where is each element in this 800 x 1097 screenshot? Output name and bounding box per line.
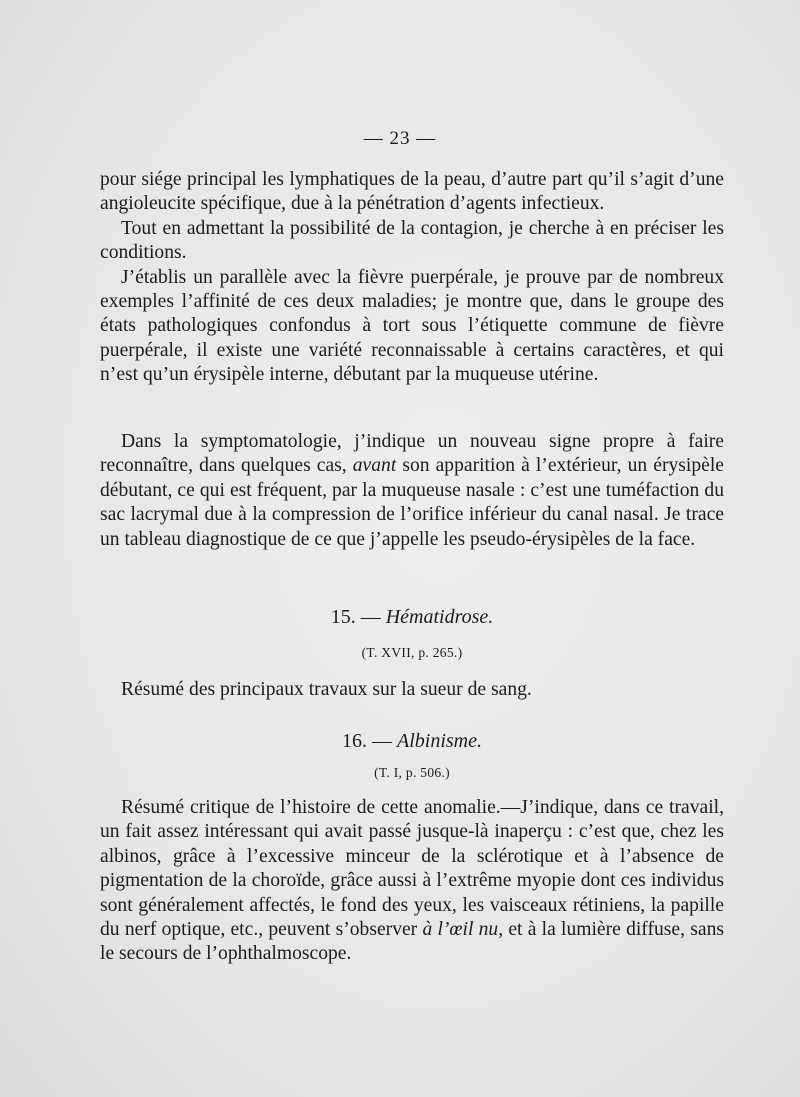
paragraph-symptomatology [100, 430, 724, 552]
intro-text [100, 168, 724, 388]
section-reference: (T. I, p. 506.) [374, 765, 450, 780]
paragraph-continuation: pour siége principal les lymphatiques de la peau, d’autre part qu’il s’agit d’une angioleucite spécifique, due à la pénétration d’agents infectieux. [100, 169, 724, 215]
symptomatology-text [100, 430, 724, 552]
section-title: Albinisme. [397, 730, 482, 752]
page-number: — 23 — [363, 128, 437, 149]
section-summary-hematidrose: Résumé des principaux travaux sur la sueur de sang. [121, 679, 532, 700]
albinisme-text-emphasis: à l’œil nu [422, 919, 499, 941]
symptom-text-emphasis: avant [352, 455, 397, 477]
section-title: Hématidrose. [385, 606, 494, 628]
section-heading-hematidrose [100, 606, 724, 629]
section-reference: (T. XVII, p. 265.) [361, 645, 463, 660]
paragraph-puerperal-fever: J’établis un parallèle avec la fièvre puerpérale, je prouve par de nombreux exemples l’affinité de ces deux maladies; je montre que, dans le groupe des états pathologiques confondus à tort sous l’étiquette commune de fièvre puerpérale, il existe une variété reconnaissable à certains caractères, et qui n’est qu’un érysipèle interne, débutant par la muqueuse utérine. [100, 266, 724, 386]
paragraph-albinisme [100, 796, 724, 967]
section-number: 16. — [342, 730, 397, 752]
albinisme-text-after: , et à la lumière diffuse, sans le secours de l’ophthalmoscope. [100, 919, 724, 965]
albinisme-text-before: Résumé critique de l’histoire de cette anomalie.—J’indique, dans ce travail, un fait assez intéressant qui avait passé jusque-là inaperçu : c’est que, chez les albinos, grâce à l’excessive minceur de la sclérotique et à l’absence de pigmentation de la choroïde, grâce aussi à l’extrême myopie dont ces individus sont généralement affectés, le fond des yeux, les vaisceaux rétiniens, la papille du nerf optique, etc., peuvent s’observer [100, 797, 724, 941]
section-heading-albinisme [100, 730, 724, 753]
symptom-text-before: Dans la symptomatologie, j’indique un nouveau signe propre à faire reconnaître, dans quelques cas, [100, 431, 724, 477]
paragraph-contagion: Tout en admettant la possibilité de la contagion, je cherche à en préciser les conditions. [100, 217, 724, 264]
section-number: 15. — [330, 606, 386, 628]
albinisme-text [100, 796, 724, 967]
symptom-text-after: son apparition à l’extérieur, un érysipèle débutant, ce qui est fréquent, par la muqueuse nasale : c’est une tuméfaction du sac lacrymal due à la compression de l’orifice inférieur du canal nasal. Je trace un tableau diagnostique de ce que j’appelle les pseudo-érysipèles de la face. [100, 455, 724, 550]
